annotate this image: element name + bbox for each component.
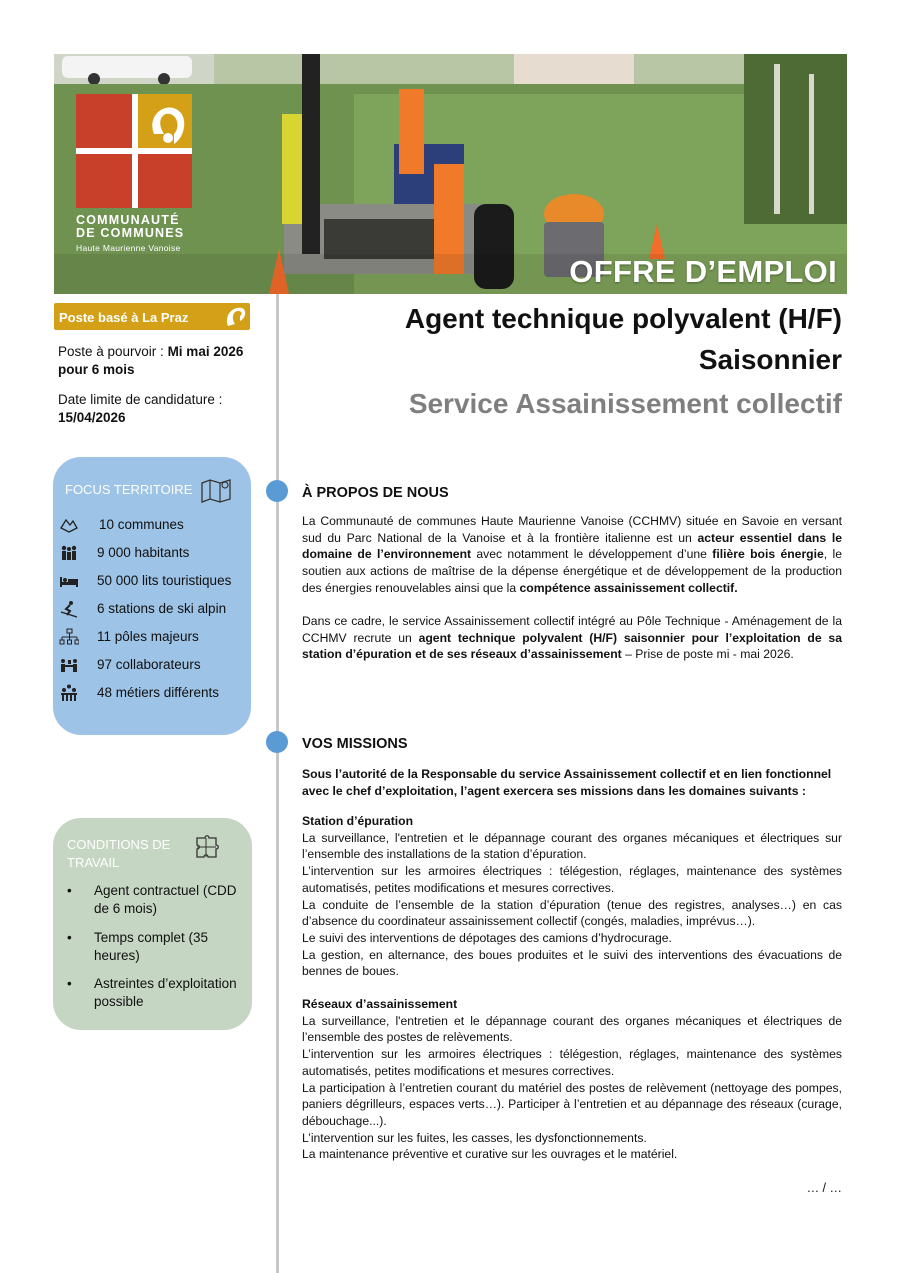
skier-icon: [59, 600, 79, 618]
timeline-dot-missions: [266, 731, 288, 753]
people-icon: [59, 544, 79, 562]
focus-item-poles: [53, 627, 251, 649]
job-service: Service Assainissement collectif: [408, 388, 842, 419]
station-line: La conduite de l’ensemble de la station d’épuration (tenue des registres, analyses…) en cas d’absence du coordinateur assainissement collectif (congés, maladies, imprévus…).: [302, 897, 842, 929]
focus-item-text: 10 communes: [99, 517, 184, 532]
job-title: Agent technique polyvalent (H/F): [404, 303, 842, 334]
org-subtitle: Haute Maurienne Vanoise: [76, 243, 181, 253]
focus-item-text: 50 000 lits touristiques: [97, 573, 232, 588]
focus-item-communes: [53, 515, 251, 537]
reseaux-line: La maintenance préventive et curative sur les ouvrages et le matériel.: [302, 1147, 678, 1162]
reseaux-section: [302, 996, 842, 1163]
timeline-dot-about: [266, 480, 288, 502]
conditions-title: CONDITIONS DE TRAVAIL: [67, 837, 171, 870]
condition-text: Temps complet (35 heures): [94, 930, 209, 963]
condition-text: Agent contractuel (CDD de 6 mois): [94, 883, 237, 916]
deadline-label: Date limite de candidature :: [58, 392, 223, 407]
location-bar: [54, 303, 250, 330]
about-paragraph-1: La Communauté de communes Haute Maurienne Vanoise (CCHMV) située en Savoie en versant sud du Parc National de la Vanoise et à la frontière italienne est un acteur essentiel dans le domaine de l’environnement avec notamment le développement d’une filière bois énergie, le soutien aux actions de maîtrise de la dépense énergétique et de développement de la production des énergies renouvelables ainsi que la compétence assainissement collectif.: [302, 514, 842, 595]
focus-item-stations: [53, 599, 251, 621]
bed-icon: [59, 572, 79, 590]
job-subtitle: Saisonnier: [698, 344, 842, 375]
reseaux-line: L’intervention sur les fuites, les casses, les dysfonctionnements.: [302, 1130, 647, 1145]
missions-intro: Sous l’autorité de la Responsable du service Assainissement collectif et en lien fonctionnel avec le chef d’exploitation, l’agent exercera ses missions dans les domaines suivants :: [302, 767, 832, 798]
org-chart-icon: [59, 628, 79, 646]
section-title-missions: VOS MISSIONS: [302, 736, 408, 752]
offre-emploi-title: OFFRE D’EMPLOI: [569, 254, 837, 289]
conditions-card: CONDITIONS DE TRAVAIL • Agent contractuel (CDD de 6 mois) • Temps complet (35 heures) • Astreintes d’exploitation possible: [53, 818, 252, 1030]
reseaux-line: La surveillance, l'entretien et le dépannage courant des organes mécaniques et électriques de l’ensemble des postes de relèvements.: [302, 1013, 842, 1045]
station-line: L’intervention sur les armoires électriques : télégestion, réglages, maintenance des systèmes automatisés, petites modifications et mesures correctives.: [302, 864, 842, 895]
org-name: [76, 214, 184, 255]
reseaux-line: La participation à l’entretien courant du matériel des postes de relèvement (nettoyage des pompes, paniers dégrilleurs, espaces verts…). Participer à l’entretien et au dépannage des réseaux (curage, débouchage...).: [302, 1080, 842, 1128]
deadline-date: 15/04/2026: [58, 410, 126, 425]
station-line: La surveillance, l'entretien et le dépannage courant des organes mécaniques et électriques sur l’ensemble des installations de la station d’épuration.: [302, 830, 842, 862]
poste-label: Poste à pourvoir :: [58, 344, 168, 359]
station-line: La gestion, en alternance, des boues produites et le suivi des interventions des évacuations de bennes de boues.: [302, 947, 842, 979]
org-line2: DE COMMUNES: [76, 226, 185, 240]
focus-item-text: 6 stations de ski alpin: [97, 601, 227, 616]
ibex-icon: [222, 304, 248, 329]
focus-territoire-card: [53, 457, 251, 735]
continued-marker: … / …: [806, 1181, 842, 1195]
station-title: Station d’épuration: [302, 814, 414, 828]
collaborators-icon: [59, 656, 79, 674]
focus-item-text: 97 collaborateurs: [97, 657, 201, 672]
focus-item-lits: [53, 571, 251, 593]
focus-item-text: 48 métiers différents: [97, 685, 220, 700]
poste-duration: pour 6 mois: [58, 362, 135, 377]
location-text: Poste basé à La Praz: [59, 310, 189, 325]
map-icon: [200, 477, 232, 503]
deadline-info: [58, 391, 258, 427]
section-title-about: À PROPOS DE NOUS: [302, 485, 449, 501]
team-icon: [59, 684, 79, 702]
station-line: Le suivi des interventions de dépotages des camions d’hydrocurage.: [302, 930, 672, 945]
condition-text: Astreintes d’exploitation possible: [94, 976, 237, 1009]
timeline-line: [276, 294, 279, 1273]
focus-item-metiers: [53, 683, 251, 705]
focus-item-text: 9 000 habitants: [97, 545, 190, 560]
about-paragraph-2: Dans ce cadre, le service Assainissement collectif intégré au Pôle Technique - Aménagement de la CCHMV recrute un agent technique polyvalent (H/F) saisonnier pour l’exploitation de sa station d’épuration et de ses réseaux d’assainissement – Prise de poste mi - mai 2026.: [302, 614, 842, 662]
reseaux-line: L’intervention sur les armoires électriques : télégestion, réglages, maintenance des systèmes automatisés, petites modifications et mesures correctives.: [302, 1047, 842, 1078]
org-line1: COMMUNAUTÉ: [76, 213, 180, 227]
hero-banner: [54, 54, 847, 294]
poste-info: [58, 343, 258, 379]
focus-item-collaborateurs: [53, 655, 251, 677]
focus-item-habitants: [53, 543, 251, 565]
poste-date: Mi mai 2026: [167, 344, 244, 359]
focus-title: FOCUS TERRITOIRE: [65, 482, 193, 497]
mountain-icon: [59, 516, 79, 534]
puzzle-icon: [194, 833, 224, 861]
focus-item-text: 11 pôles majeurs: [97, 629, 199, 644]
cchmv-logo: [76, 94, 192, 208]
station-section: [302, 813, 842, 980]
reseaux-title: Réseaux d’assainissement: [302, 997, 458, 1011]
